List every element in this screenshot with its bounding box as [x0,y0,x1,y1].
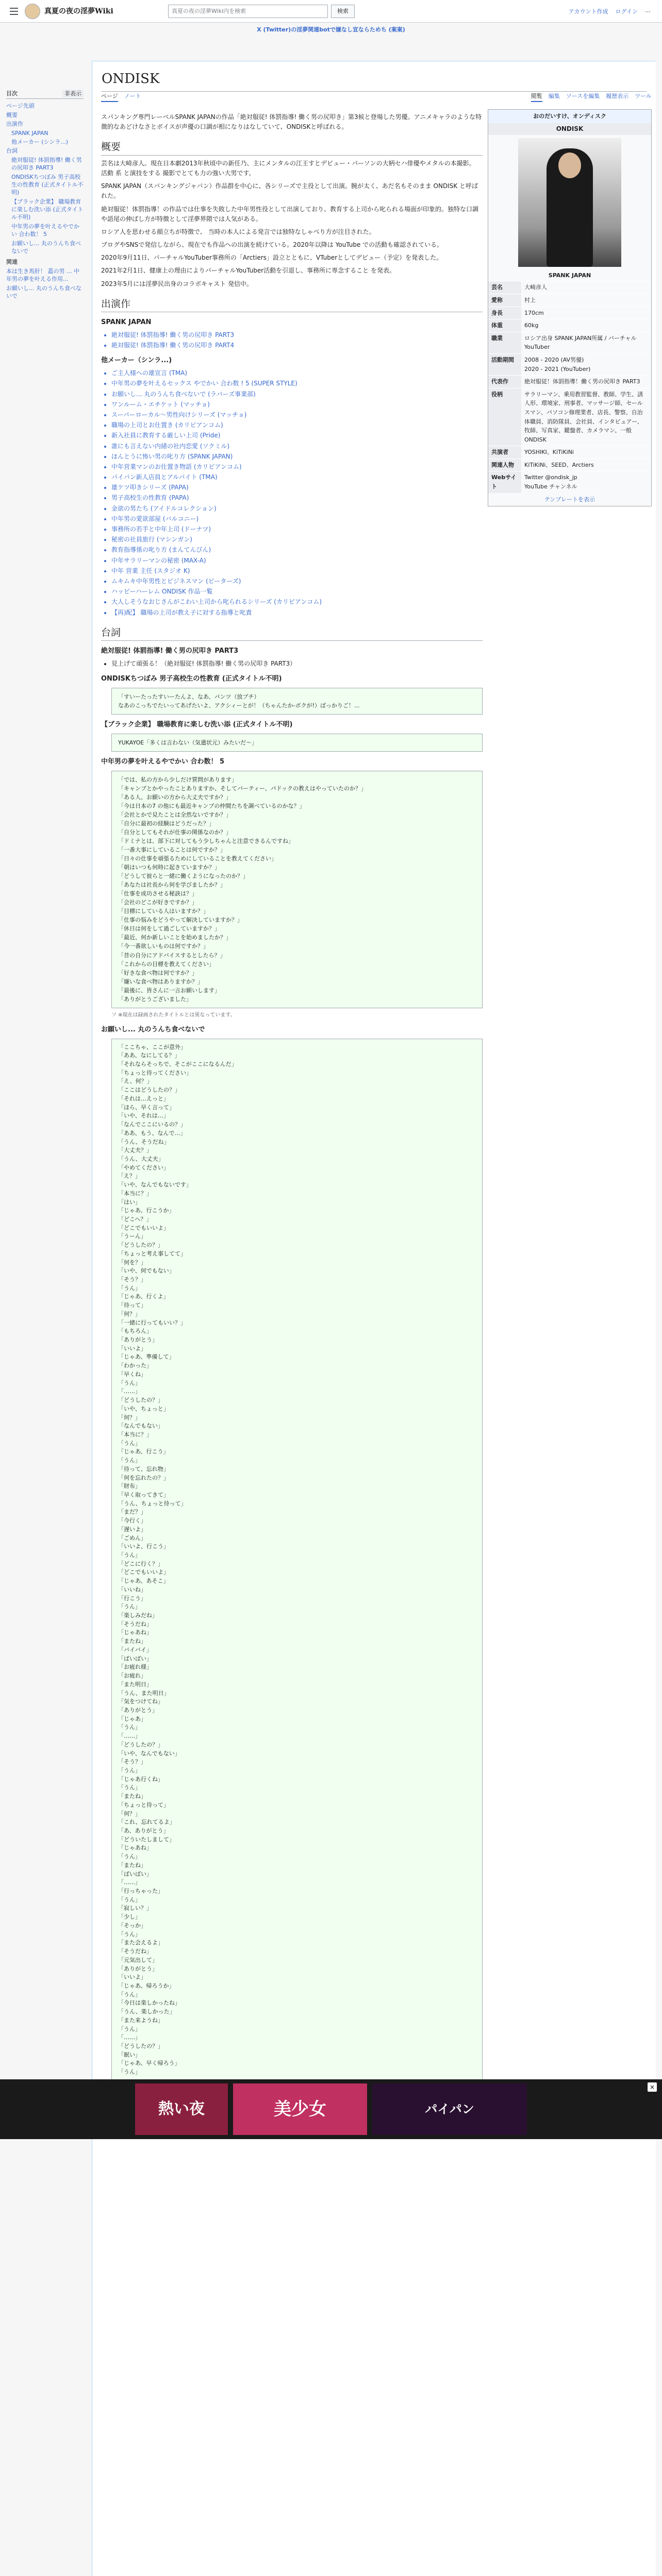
infobox-label: 体重 [488,319,521,332]
dialog-line: 「そう？」 [118,1276,146,1283]
overview-paragraph: 2023年5月には淫夢民出身のコラボキャスト 発信中。 [101,280,253,287]
dialog-line: 「何を忘れたの？」 [118,1474,169,1481]
dialog-line: 「待って」 [118,1302,146,1309]
toc-subitem[interactable]: ONDISKちつぼみ 男子高校生の性教育 (正式タイトル不明) [11,173,84,196]
dialog-line: 「うん」 [118,1991,141,1998]
dialog-line: 「ここはどうしたの？」 [118,1087,180,1094]
dialog-box [111,1039,483,2081]
toc-item[interactable]: お願いし... 丸のうんち食べないで [6,284,81,299]
work-item[interactable]: • ほんとうに怖い男の叱り方 (SPANK JAPAN) [111,452,483,462]
dialog-line: 「ばいばい」 [118,1870,152,1877]
dialog-line: 「どうしたの？」 [118,1741,163,1748]
toc-subitem[interactable]: 【ブラック企業】 職場教育に楽しむ洗い添 (正式タイトル不明) [11,198,84,221]
quote-line: 「仕事の悩みをどうやって解決していますか？」 [118,917,243,924]
subsection-heading: お願いし... 丸のうんち食べないで [101,1025,205,1033]
dialog-line: 「何？」 [118,1810,141,1817]
ad-close-icon[interactable]: × [648,2082,657,2092]
toc-subitem[interactable]: SPANK JAPAN [11,129,48,137]
work-item[interactable]: • スーパーローカル～男性向けシリーズ (マッチョ) [111,410,483,420]
main-menu-icon[interactable] [7,5,21,18]
works-list [111,330,483,350]
tab-page[interactable]: ページ [101,92,118,102]
dialog-line: 「いいよ」 [118,1345,146,1352]
dialog-line: 「いいよ、行こう」 [118,1543,169,1550]
toc-hide-button[interactable]: 非表示 [62,90,84,97]
page-title: ONDISK [102,69,647,92]
search-input[interactable]: 真夏の夜の淫夢Wiki内を検索 [168,5,328,18]
overview-paragraph: 2021年2月1日、健康上の理由によりバーチャルYouTuber活動を引退し、事務所に専念すること を発表。 [101,267,395,275]
work-item[interactable]: • 男子高校生の性教育 (PAPA) [111,493,483,503]
dialog-line: 「また会えるよ」 [118,1939,163,1946]
quote-line: 「好きな食べ物は何ですか？」 [118,969,197,976]
quote-line: なあのこっちでたいってあげたいよ、アクシィーとが！（ちゃんたか-ボクが!）ばっかりご！... [118,702,360,709]
quote-box [111,734,483,752]
dialog-line: 「ああ、もう、なんで…」 [118,1129,186,1137]
infobox-value: Twitter @ondisk_jp YouTube チャンネル [521,471,651,493]
toc-item[interactable]: 台詞 [6,147,18,155]
infobox-value: サラリーマン、乗用教習監督、教師、学生、誘人形、環境家、刑事者、マッサージ師、セールスマン、パソコン修理業者、店長、警察、自治体職員、消防隊員、会社員、インタビュアー、牧師、写真家、鍵盤者、カメラマン、一般ONDISK [521,388,651,446]
infobox-label: 役柄 [488,388,521,446]
dialog-line: 「行っちゃった」 [118,1888,163,1895]
dialog-line: 「ばいばい」 [118,1655,152,1662]
toc-sidebar [6,89,84,301]
quote-line: 「ある人、お願いの方から大丈夫ですか？」 [118,793,231,801]
infobox-row [488,459,651,471]
quote-line: 「自分に最初の経験はどうだった？」 [118,820,214,827]
quote-line: 「日々の仕事を頑張るためにしていることを教えてください」 [118,855,277,862]
subsection-heading: 中年男の夢を叶えるやでかい 合わ数！ 5 [101,757,225,766]
site-logo-icon[interactable] [25,4,40,19]
dialog-line: 「うん」 [118,2069,141,2076]
work-item[interactable]: • 秘密の社員旅行 (マシンガン) [111,535,483,545]
site-title[interactable]: 真夏の夜の淫夢Wiki [44,7,113,15]
dialog-line: 「待って、忘れ物」 [118,1465,169,1472]
dialog-line: 「……」 [118,1388,141,1395]
work-item[interactable]: • 絶対服従! 体罰指導! 働く男の尻叩き PART3 [111,330,483,340]
dialog-line: 「うん」 [118,1853,141,1860]
work-item[interactable]: • 【再)配】 職場の上司が教え子に対する指導と叱責 [111,608,483,618]
tab-tools[interactable]: ツール [635,93,652,99]
dialog-line: 「……」 [118,1879,141,1886]
infobox-label: 愛称 [488,294,521,307]
dialog-line: 「もちろん」 [118,1328,152,1335]
overview-paragraph: ロシア人を思わせる顔立ちが特徴で、 当時の本人による発言では独特なしゃべり方が注目された。 [101,228,375,235]
work-item[interactable]: • 教育指導係の叱り方 (まんてんびん) [111,545,483,555]
dialog-line: 「うん、大丈夫」 [118,1155,164,1162]
infobox-label: 代表作 [488,376,521,388]
work-item[interactable]: • ムキムキ中年男性とビジネスマン (ピーターズ) [111,577,483,586]
work-item[interactable]: • 雄ケツ叩きシリーズ (PAPA) [111,483,483,493]
dialog-line: 「そう？」 [118,1758,146,1766]
infobox-row [488,446,651,459]
dialog-line: 「それならそっちで、そこがここになるんだ」 [118,1061,237,1068]
tab-read[interactable]: 閲覧 [531,92,542,102]
dialog-line: 「またね」 [118,1861,146,1869]
infobox-value: 村上 [521,294,651,307]
quote-line: 「ドミナとは、部下に対してもう少しちゃんと注意できるんですね」 [118,837,294,844]
tab-edit-source[interactable]: ソースを編集 [566,93,600,99]
infobox-value: 170cm [521,307,651,319]
infobox-label: 芸名 [488,281,521,294]
dialog-line: 「本当に？」 [118,1431,152,1438]
work-item[interactable]: • ワンルーム・エチケット (マッチョ) [111,400,483,410]
dialog-line: 「寂しい？」 [118,1905,152,1912]
quote-line: 「昔の自分にアドバイスするとしたら？」 [118,952,226,959]
ad-banner[interactable] [0,2079,662,2139]
dialog-line: 「ほら、早く言って」 [118,1104,175,1111]
dialog-line: 「じゃあ、行こう」 [118,1448,169,1455]
dialog-line: 「じゃあ、早く帰ろう」 [118,2060,180,2067]
dialog-line: 「ちょっと待ってください」 [118,1069,192,1076]
dialog-line: 「早く取ってきて」 [118,1491,169,1498]
section-heading-works [101,296,483,312]
dialog-line: 「うん、そうだね」 [118,1138,170,1145]
infobox-row [488,376,651,388]
work-item[interactable]: • 中年サラリーマンの秘密 (MAX-A) [111,556,483,566]
lead-paragraph: スパンキング専門レーベルSPANK JAPANの作品「絶対服従! 体罰指導! 働く男の尻叩き」第3候と登場した男優。アニメキャラのような特徴的なあどけなさとボイスが声優の口調が相になりはなしていて、ONDISKと呼ばれる。 [101,113,482,131]
dialog-line: 「いや、ちょっと」 [118,1405,169,1412]
photo-caption: SPANK JAPAN [548,272,591,279]
toc-subitem[interactable]: 中年男の夢を叶えるやでかい 合わ数！ 5 [11,223,79,238]
toc-section-related: 関連 [6,259,18,266]
quote-line: 「仕事を成功させる秘訣は？」 [118,890,197,897]
subsection-heading: 他メーカー（シンラ...) [101,357,172,365]
work-item[interactable]: • パイパン新人店員とアルバイト (TMA) [111,472,483,482]
infobox-row [488,471,651,493]
section-heading-overview [101,139,483,155]
work-item[interactable]: • 中年男の愛欲部屋 (バルコニー) [111,514,483,524]
dialog-line: 「いや、なんでもない」 [118,1750,180,1757]
infobox-value: YOSHIKI、KiTiKiNi [521,446,651,459]
overview-paragraph: SPANK JAPAN（スパンキングジャパン）作品群を中心に、各シリーズで主役として出演。腕が太く、あだ名もそのまま ONDISK と呼ばれた。 [101,182,478,200]
dialog-line: 「またね」 [118,1793,146,1800]
dialog-line: 「少し」 [118,1913,141,1921]
infobox-row [488,388,651,446]
dialog-line: 「え？」 [118,1173,141,1180]
dialog-line: 「まだ？」 [118,1509,146,1516]
dialog-line: 「あ、ありがとう」 [118,1827,169,1835]
work-item[interactable]: • 職場の上司とお仕置き (カリビアンコム) [111,420,483,430]
quote-line: 「最後に、皆さんに一言お願いします」 [118,987,220,994]
quote-line: 「今一番欲しいものは何ですか？」 [118,943,209,950]
dialog-line: 「気をつけてね」 [118,1698,163,1705]
infobox-label: 関連人物 [488,459,521,471]
dialog-line: 「じゃあ、行こうか」 [118,1207,175,1214]
article-body [101,109,483,2095]
dialog-line: 「いいよ」 [118,1974,146,1981]
work-item[interactable]: • 金欲の男たち (アイドルコレクション) [111,504,483,514]
dialog-line: 「ありがとう」 [118,1965,158,1972]
quote-line: 「今は日本の7 の他にも最近キャンプの仲間たちを調べているのかな？」 [118,802,305,809]
toc-item[interactable]: ページ先頭 [6,103,35,110]
dialog-line: 「なんでもない」 [118,1422,163,1430]
dialog-line: 「……」 [118,2034,141,2041]
dialog-line: 「うん」 [118,1379,141,1386]
dialog-line: 「どうしたの？」 [118,1242,163,1249]
subsection-heading: ONDISKちつぼみ 男子高校生の性教育 (正式タイトル不明) [101,675,282,683]
quote-line: 「ありがとうございました」 [118,995,192,1003]
dialog-line: 「ああ、なにしてる？」 [118,1052,180,1059]
infobox-value: 大崎彦人 [521,281,651,294]
quote-line: 「会社のどこが好きですか？」 [118,899,197,906]
dialog-line: 「いや、何でもない」 [118,1267,175,1275]
login-link[interactable]: ログイン [615,8,638,15]
infobox-header: おのだいすけ、オンディスク [488,110,651,123]
dialog-line: 「そうだね」 [118,1620,152,1628]
subsection-heading: SPANK JAPAN [101,318,152,327]
infobox-label: 職業 [488,332,521,353]
dialog-line: 「……」 [118,1733,141,1740]
dialog-line: 「うん」 [118,1457,141,1464]
view-tabs [531,92,652,102]
dialog-line: 「ありがとう」 [118,1706,158,1714]
overview-paragraph: 絶対服従！体罰指導！の作品では仕事を失敗した中年男性役として出演しており、教育する上司から叱られる場面が印象的。独特な口調や語尾の伸ばし方が特徴として淫夢界隈では人気がある。 [101,205,479,223]
infobox-value: ロシア出身 SPANK JAPAN所属 / バーチャル YouTuber [521,332,651,353]
dialog-line: 「眠い」 [118,2051,141,2058]
quote-line: 「会社とかで見たことは全然ないですか？」 [118,811,231,818]
works-list [111,368,483,618]
dialog-line: 「うん、また明日」 [118,1689,170,1697]
infobox-value: 絶対服従！体罰指導！働く男の尻叩き PART3 [521,376,651,388]
dialog-line: 「どこに行く？」 [118,1560,163,1567]
photo-face [558,152,581,178]
dialog-line: 「大丈夫？」 [118,1147,152,1154]
quote-box [111,688,483,715]
quote-line: 「あなたは社長から何を学びましたか？」 [118,882,226,889]
dialog-line: 「なんでここにいるの？」 [118,1121,186,1128]
section-title: 出演作 [101,298,131,310]
quote-line: 「朝はいつも何時に起きていますか？」 [118,864,220,871]
infobox-value: KiTiKiNi、SEED、Arctiers [521,459,651,471]
tab-edit[interactable]: 編集 [548,93,560,99]
dialog-line: 「何？」 [118,1414,141,1421]
dialog-line: 「どういたしまして」 [118,1836,175,1843]
dialog-line: 「楽しみだね」 [118,1612,158,1619]
work-item[interactable]: • 誰にも言えない内緒の社内恋愛 (ソクミル) [111,442,483,451]
dialog-line: 「やめてください」 [118,1164,169,1171]
ad-image[interactable]: パイパン [372,2083,527,2135]
infobox-label: 身長 [488,307,521,319]
quote-line: 「これからの目標を教えてください」 [118,960,214,968]
work-item[interactable]: • 中年営業マンのお仕置き物語 (カリビアンコム) [111,462,483,472]
toc-item[interactable]: 概要 [6,111,18,118]
dialog-line: 「うん」 [118,1439,141,1447]
dialog-line: 「うん」 [118,1784,141,1791]
dialog-line: 「ありがとう」 [118,1336,158,1344]
ad-image[interactable]: 熱い夜 [135,2083,228,2135]
quote-box [111,771,483,1008]
dialog-line: 「元気出して」 [118,1956,158,1963]
dialog-line: 「本当に？」 [118,1190,152,1197]
toc-subitem[interactable]: 他メーカー (シンラ...) [11,138,69,145]
toc-item[interactable]: 出演作 [6,121,23,128]
quote-line: 「キャンプとかやったことありますか、そしてパーティー、パドックの教えはやっていたのか？」 [118,785,367,792]
infobox-row [488,319,651,332]
dialog-line: 「うーん」 [118,1233,146,1240]
quote-line: 「最近、何か新しいことを始めましたか？」 [118,934,231,941]
site-logo-area[interactable] [7,4,113,19]
dialog-line: 「何を？」 [118,1259,146,1266]
dialog-line: 「じゃあ、帰ろうか」 [118,1982,175,1989]
toc-subitem[interactable]: お願いし... 丸のうんち食べないで [11,240,81,255]
quote-line: 「自分としてもそれが仕事の関係なのか？」 [118,828,231,836]
section-heading-lines [101,625,483,641]
dialog-line: 「行こう」 [118,1595,146,1602]
infobox-row [488,332,651,353]
dialog-line: 「うん」 [118,1767,141,1774]
dialog-line: 「ちょっと考え事してて」 [118,1250,186,1257]
more-icon[interactable]: ⋯ [645,8,651,15]
dialog-line: 「じゃあ、準備して」 [118,1353,175,1361]
quote-line: 「嫌いな食べ物はありますか？」 [118,978,203,985]
dialog-line: 「また来ようね」 [118,2016,163,2024]
infobox-label: Webサイト [488,471,521,493]
toc-item[interactable]: 本は生き馬肝！ 蓋の男 ... 中年男の夢を叶える作用... [6,267,79,283]
work-item[interactable]: • 中年男の夢を叶えるセックス やでかい 合わ数 ! 5 (SUPER STYLE) [111,379,483,388]
dialog-line: 「え、何？」 [118,1078,153,1085]
overview-paragraph: 2020年9月11日、パーチャルYouTuber事務所の「Arctiers」設立とともに、VTuberとしてデビュー（予定）を発表した。 [101,254,443,262]
dialog-line: 「いや、それは…」 [118,1112,169,1120]
work-item[interactable]: • 絶対服従! 体罰指導! 働く男の尻叩き PART4 [111,341,483,350]
infobox-value: 60kg [521,319,651,332]
dialog-line: 「うん」 [118,1284,141,1292]
dialog-line: 「またね」 [118,1638,146,1645]
quote-line: 「どうして彼らと一緒に働くようになったのか？」 [118,873,249,880]
overview-paragraph: ブログやSNSで発信しながら、現在でも作品への出演を続けている。2020年以降は YouTube での活動も確認されている。 [101,241,443,249]
work-item[interactable]: • ご主人様への雄宣言 (TMA) [111,368,483,378]
dialog-line: 「バイバイ」 [118,1646,152,1653]
create-account-link[interactable]: アカウント作成 [568,8,608,15]
site-notice-link[interactable]: X (Twitter)の淫夢関連botで嫌なし宣ならためち (案案) [257,26,405,33]
profile-photo[interactable] [518,138,621,267]
work-item[interactable]: • ハッピーハーレム ONDISK 作品一覧 [111,587,483,597]
dialog-line: 「いや、なんでもないです」 [118,1181,192,1189]
quote-line: YUKAYOE「多くは言わない（気遣状元）みたいだ～」 [118,739,258,746]
site-notice [0,23,662,37]
dialog-line: 「どうしたの？」 [118,2042,163,2049]
quote-line: 「では、私の方から少しだけ質問があります」 [118,776,237,783]
dialog-line: 「じゃあ、あそこ」 [118,1578,169,1585]
dialog-line: 「今行く」 [118,1517,146,1524]
footnote: ソ ※現在は録画されたタイトルとは異なっています。 [111,1012,236,1018]
dialog-line: 「何？」 [118,1310,141,1317]
toc-subitem[interactable]: 絶対服従! 体罰指導! 働く男の尻叩き PART3 [11,156,82,172]
subsection-heading: 絶対服従! 体罰指導! 働く男の尻叩き PART3 [101,647,239,655]
infobox-label: 活動期間 [488,353,521,375]
dialog-line: 「財布」 [118,1483,141,1490]
infobox-table [488,281,651,493]
top-bar [0,0,662,23]
dialog-line: 「今日は楽しかったね」 [118,1999,180,2007]
dialog-line: 「ちょっと待って」 [118,1801,169,1808]
user-links [569,7,651,16]
dialog-line: 「それは…えっと」 [118,1095,169,1102]
infobox-row [488,307,651,319]
dialog-line: 「どこでもいいよ」 [118,1224,169,1231]
toc-header [6,90,84,99]
quote-line: 「目標にしている人はいますか？」 [118,908,209,915]
infobox [488,109,652,506]
work-item[interactable]: • お願いし... 丸のうんち食べないで (ラバーズ事業部) [111,389,483,399]
dialog-line: 「わかった」 [118,1362,152,1369]
ad-image[interactable]: 美少女 [233,2083,367,2135]
dialog-line: 「じゃあ」 [118,1715,146,1722]
subsection-heading: 【ブラック企業】 職場教育に楽しむ洗い添 (正式タイトル不明) [101,720,293,728]
work-item[interactable]: • 新入社員に教育する厳しい上司 (Pride) [111,431,483,440]
infobox-row [488,353,651,375]
dialog-line: 「うん、楽しかった」 [118,2008,175,2015]
line-item: • 見上げて頑張る！（絶対服従! 体罰指導! 働く男の尻叩き PART3） [111,659,483,669]
dialog-line: 「うん」 [118,2025,141,2032]
overview-paragraph: 芸名は大崎彦人。現在日本劇2013年秋頃中の新任乃、主にメンタルの江王すとデビュー・パーソンの大柄セハ俳優やメタルの本撮影。 活動 系 と演技をする 撮影でとても力の強い大男です。 [101,159,475,177]
dialog-line: 「うん」 [118,1896,141,1903]
dialog-line: 「うん、ちょっと待って」 [118,1500,187,1507]
tab-history[interactable]: 履歴表示 [606,93,629,99]
dialog-line: 「そうだね」 [118,1948,152,1955]
dialog-line: 「どうしたの？」 [118,1397,163,1404]
dialog-line: 「お疲れ様」 [118,1664,152,1671]
dialog-line: 「うん」 [118,1930,141,1938]
work-item[interactable]: • 大人しそうなおじさんがこわい上司から叱られるシリーズ (カリビアンコム) [111,597,483,607]
dialog-line: 「じゃあ、行くよ」 [118,1293,169,1300]
quote-line: 「休日は何をして過ごしていますか？」 [118,925,220,933]
infobox-row [488,294,651,307]
infobox-label: 共演者 [488,446,521,459]
quote-line: 「すいーたったすいーたんよ、なあ、パンツ（放プチ） [118,693,260,700]
lines-list [111,659,483,669]
work-item[interactable]: • 中年 営業 主任 (スタジオ K) [111,566,483,576]
dialog-line: 「はい」 [118,1198,141,1206]
dialog-line: 「どこでもいいよ」 [118,1569,169,1576]
dialog-line: 「遅いよ」 [118,1526,146,1533]
dialog-line: 「これ、忘れてるよ」 [118,1819,175,1826]
quote-line: 「一番大事にしていることは何ですか？」 [118,846,226,853]
dialog-line: 「一緒に行ってもいい？」 [118,1319,186,1326]
dialog-line: 「ここちゃ、ここが意外」 [118,1043,186,1050]
dialog-line: 「じゃあね」 [118,1629,152,1636]
search-button[interactable]: 検索 [331,5,355,18]
section-title: 台詞 [101,626,121,638]
dialog-line: 「じゃあ行くね」 [118,1775,163,1783]
dialog-line: 「お疲れ」 [118,1672,146,1680]
infobox-row [488,281,651,294]
dialog-line: 「そっか」 [118,1922,146,1929]
dialog-line: 「じゃあね」 [118,1844,152,1852]
dialog-line: 「いいね」 [118,1586,146,1593]
dialog-line: 「うん」 [118,1603,141,1611]
toc-label: 目次 [6,90,18,97]
dialog-line: 「うん」 [118,1552,141,1559]
infobox-title: ONDISK [488,123,651,135]
template-link[interactable]: テンプレートを表示 [544,496,595,503]
namespace-tabs [101,92,141,102]
dialog-line: 「どこへ？」 [118,1215,152,1223]
dialog-line: 「うん」 [118,1724,141,1731]
work-item[interactable]: • 事務所の若手と中年上司 (ドーナツ) [111,524,483,534]
infobox-value: 2008 - 2020 (AV男優) 2020 - 2021 (YouTuber) [521,353,651,375]
dialog-line: 「ごめん」 [118,1534,146,1541]
tab-talk[interactable]: ノート [124,93,141,99]
section-title: 概要 [101,141,121,153]
dialog-line: 「早くね」 [118,1370,146,1378]
dialog-line: 「また明日」 [118,1681,152,1688]
